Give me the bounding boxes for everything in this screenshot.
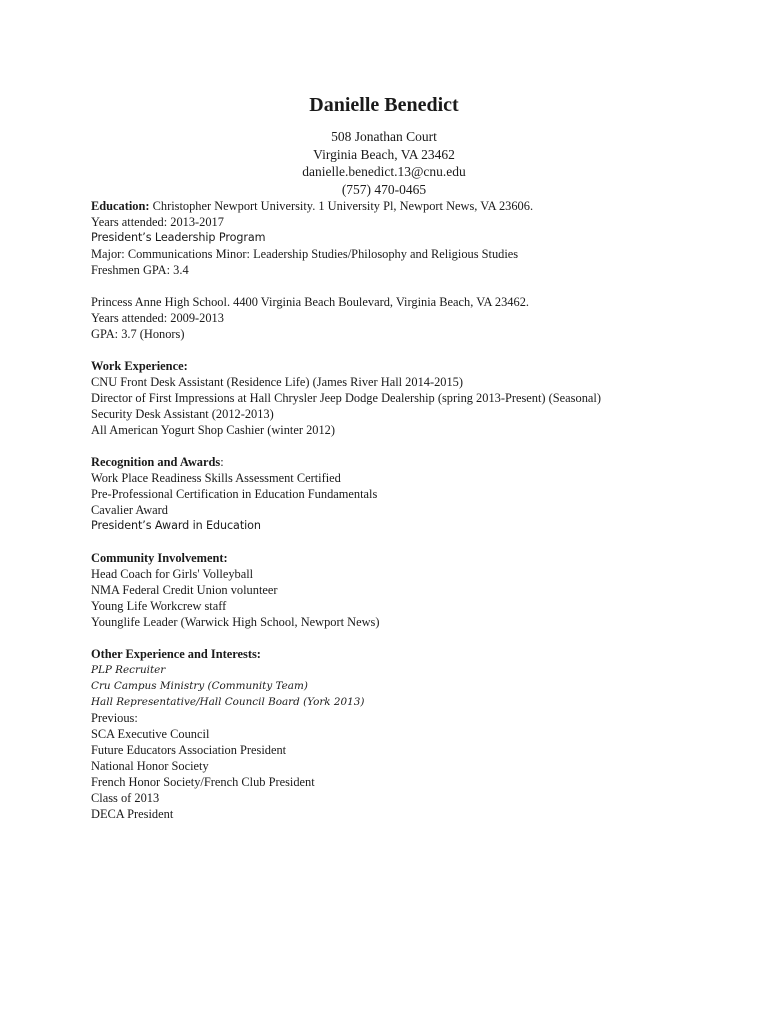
school-1-program: President’s Leadership Program [91, 231, 266, 244]
other-heading: Other Experience and Interests: [91, 647, 261, 661]
work-item: CNU Front Desk Assistant (Residence Life) (James River Hall 2014-2015) [91, 375, 463, 389]
spacer [91, 342, 751, 358]
school-1-text: Christopher Newport University. 1 University Pl, Newport News, VA 23606. [149, 199, 534, 213]
award-item: President’s Award in Education [91, 519, 261, 532]
previous-item: SCA Executive Council [91, 727, 210, 741]
other-current-item: Hall Representative/Hall Council Board (York 2013) [91, 696, 365, 708]
award-item: Work Place Readiness Skills Assessment Certified [91, 471, 341, 485]
previous-item: French Honor Society/French Club President [91, 775, 315, 789]
award-item: Cavalier Award [91, 503, 168, 517]
previous-item: DECA President [91, 807, 174, 821]
other-current-item: PLP Recruiter [91, 664, 166, 676]
resume-body [91, 198, 751, 822]
previous-item: National Honor Society [91, 759, 209, 773]
education-school-1 [91, 198, 751, 214]
awards-heading: Recognition and Awards [91, 455, 221, 469]
work-item: All American Yogurt Shop Cashier (winter 2012) [91, 423, 335, 437]
community-item: Younglife Leader (Warwick High School, Newport News) [91, 615, 380, 629]
community-heading: Community Involvement: [91, 551, 228, 565]
contact-block [0, 128, 768, 198]
community-item: Young Life Workcrew staff [91, 599, 227, 613]
awards-heading-line [91, 454, 751, 470]
spacer [91, 438, 751, 454]
resume-name: Danielle Benedict [309, 94, 459, 116]
spacer [91, 534, 751, 550]
education-heading: Education: [91, 199, 150, 213]
school-2-text: Princess Anne High School. 4400 Virginia Beach Boulevard, Virginia Beach, VA 23462. [91, 295, 529, 309]
school-2-gpa: GPA: 3.7 (Honors) [91, 327, 185, 341]
address-line-1: 508 Jonathan Court [331, 129, 437, 144]
work-item: Security Desk Assistant (2012-2013) [91, 407, 274, 421]
previous-label: Previous: [91, 711, 138, 725]
previous-item: Class of 2013 [91, 791, 160, 805]
other-current-item: Cru Campus Ministry (Community Team) [91, 680, 308, 692]
work-item: Director of First Impressions at Hall Chrysler Jeep Dodge Dealership (spring 2013-Present) (Seasonal) [91, 391, 601, 405]
work-heading: Work Experience: [91, 359, 188, 373]
spacer [91, 630, 751, 646]
spacer [91, 278, 751, 294]
awards-heading-colon: : [220, 455, 224, 469]
email-address: danielle.benedict.13@cnu.edu [302, 164, 466, 179]
phone-number: (757) 470-0465 [341, 181, 427, 197]
community-item: NMA Federal Credit Union volunteer [91, 583, 278, 597]
school-1-years: Years attended: 2013-2017 [91, 215, 224, 229]
school-1-major: Major: Communications Minor: Leadership Studies/Philosophy and Religious Studies [91, 247, 519, 261]
school-1-gpa: Freshmen GPA: 3.4 [91, 263, 189, 277]
address-line-2: Virginia Beach, VA 23462 [313, 146, 455, 162]
community-item: Head Coach for Girls' Volleyball [91, 567, 254, 581]
award-item: Pre-Professional Certification in Education Fundamentals [91, 487, 378, 501]
school-2-years: Years attended: 2009-2013 [91, 311, 224, 325]
previous-item: Future Educators Association President [91, 743, 287, 757]
